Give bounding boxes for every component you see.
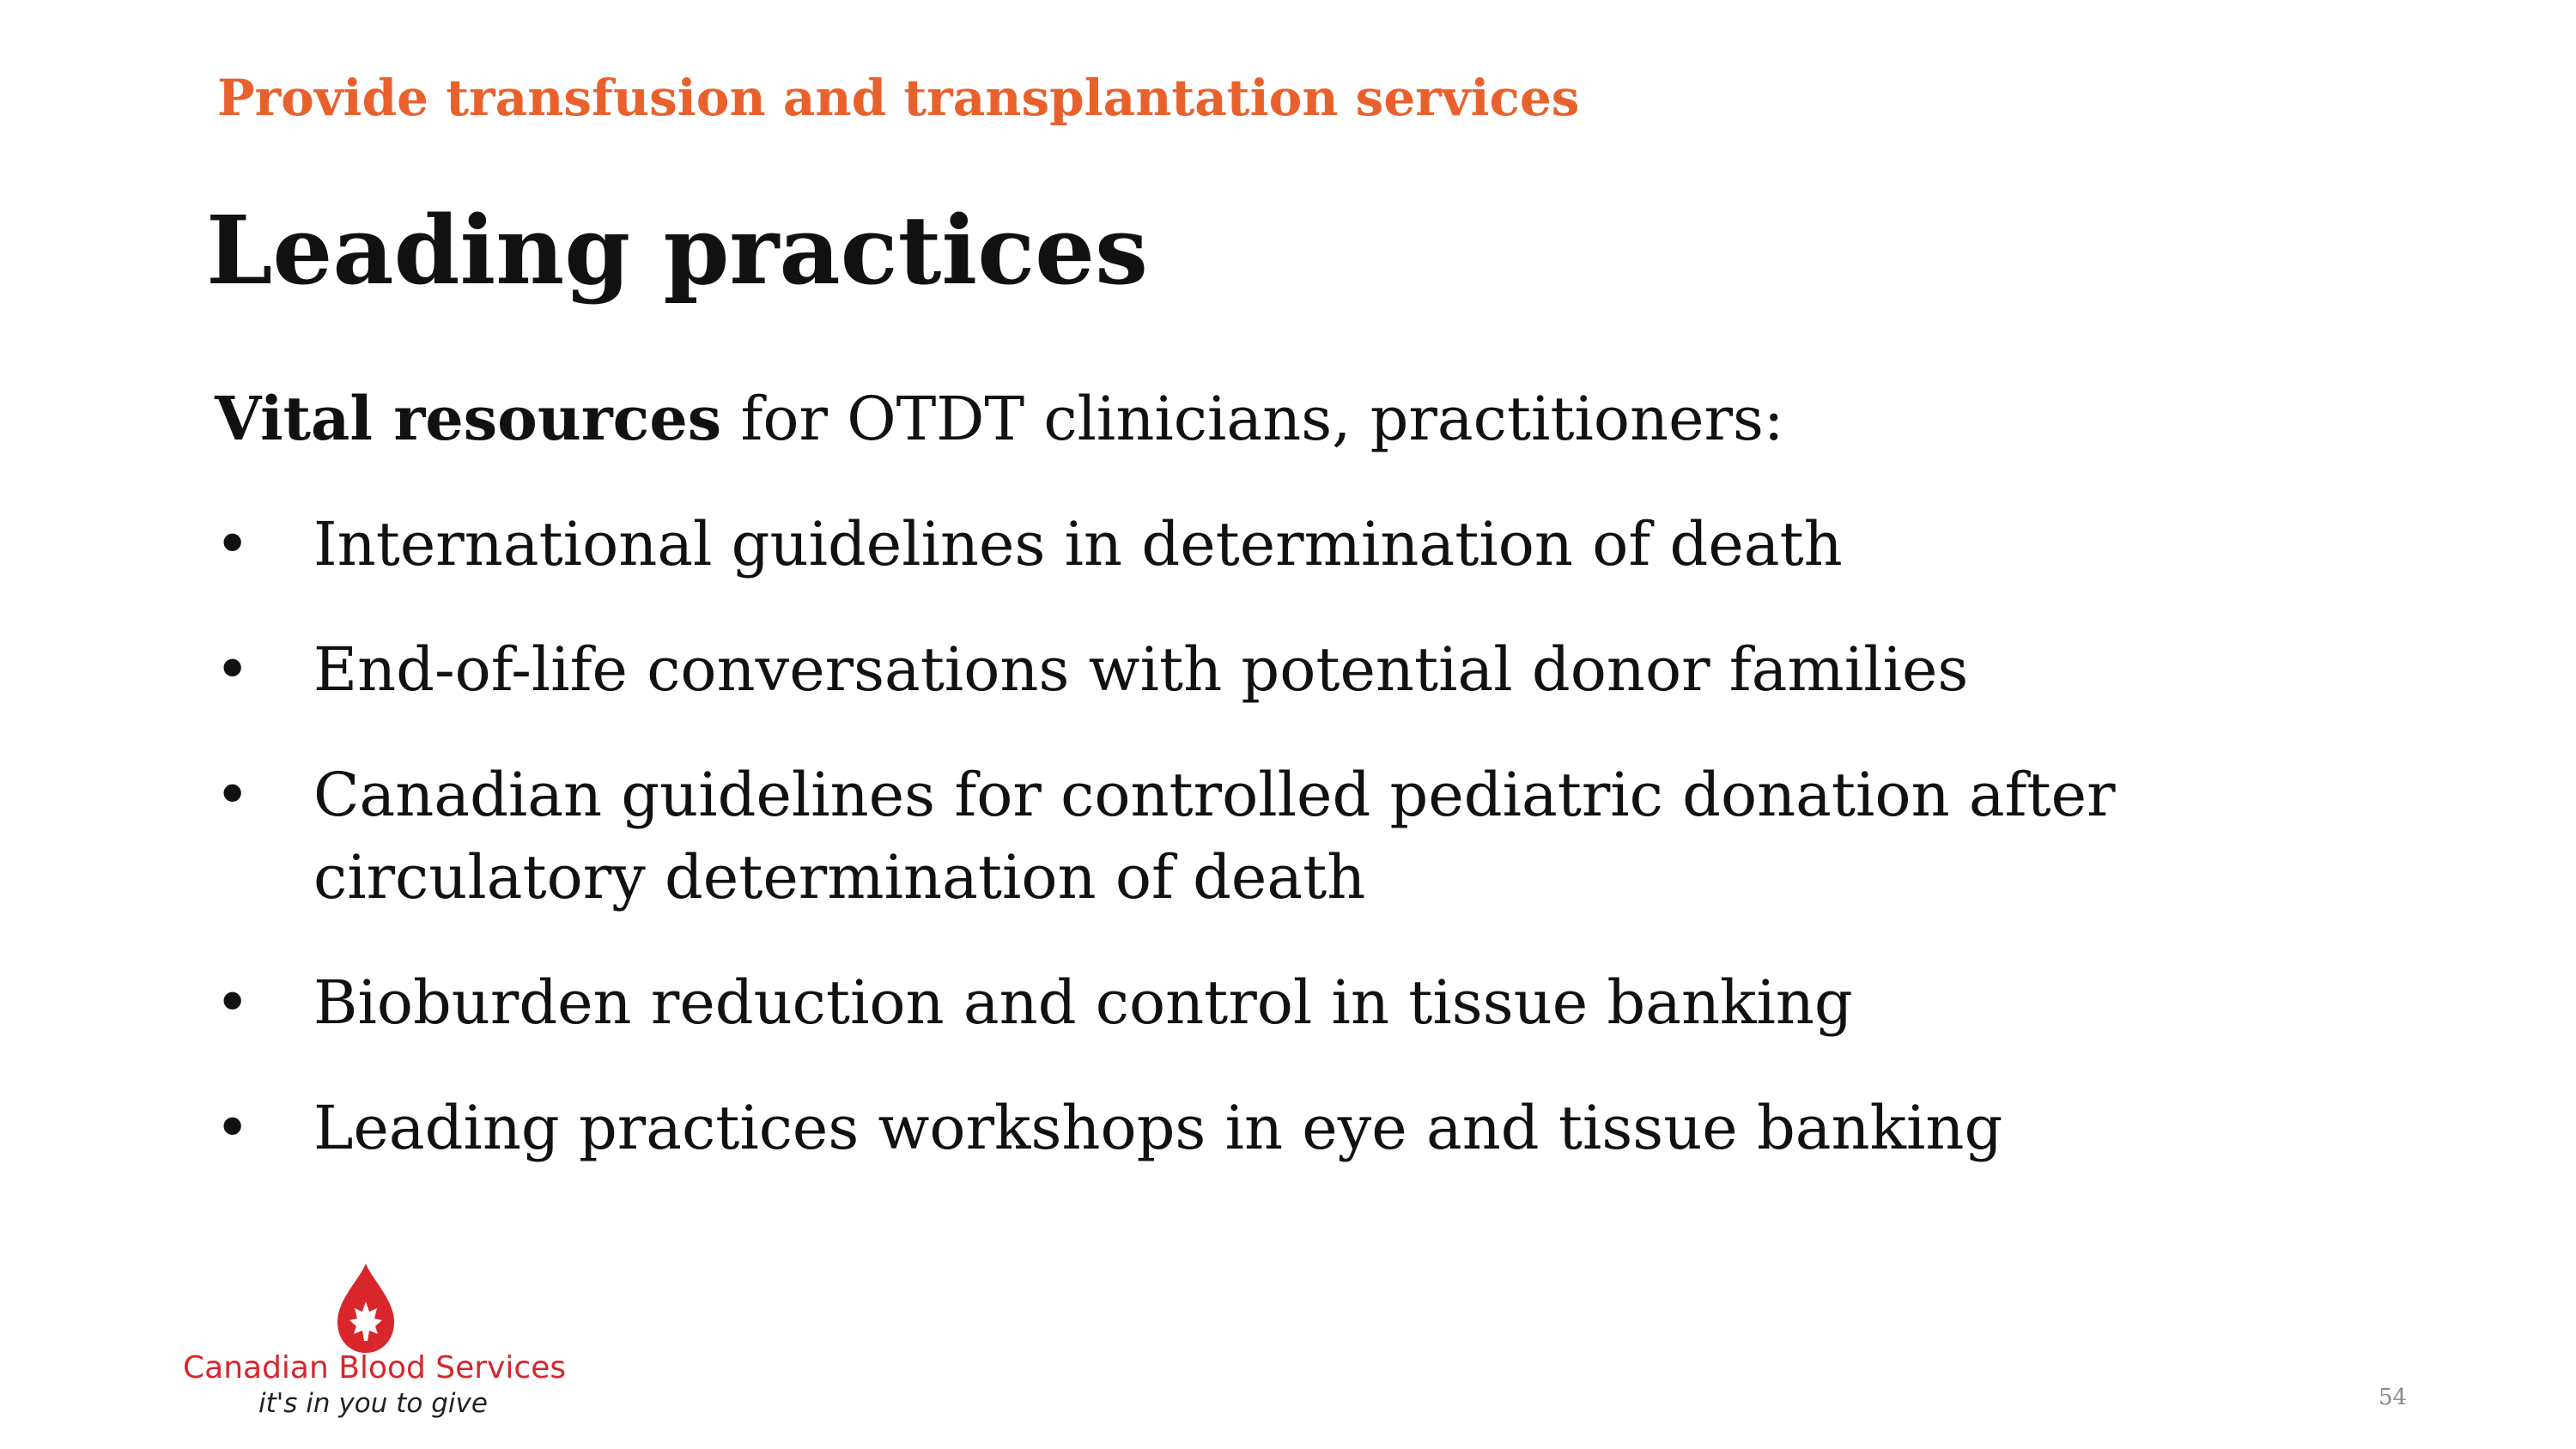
bullet-list	[215, 503, 2447, 1169]
bullet-icon: •	[215, 634, 251, 705]
list-item	[215, 628, 2447, 711]
list-item	[215, 503, 2447, 585]
bullet-icon: •	[215, 967, 251, 1038]
list-item-text: Bioburden reduction and control in tissue banking	[313, 967, 1853, 1038]
list-item-text: Canadian guidelines for controlled pediatric donation after circulatory determination of death	[313, 760, 2116, 912]
section-subtitle: Provide transfusion and transplantation services	[217, 69, 1580, 127]
bullet-icon: •	[215, 760, 251, 830]
blood-drop-maple-leaf-icon	[327, 1262, 404, 1356]
slide-content	[215, 378, 2447, 1212]
page-number: 54	[2379, 1385, 2408, 1410]
logo-tagline: it's in you to give	[258, 1388, 488, 1419]
list-item-text: International guidelines in determination of death	[313, 509, 1843, 579]
slide-title: Leading practices	[206, 195, 1149, 306]
canadian-blood-services-logo	[183, 1262, 567, 1425]
intro-bold-text: Vital resources	[215, 383, 722, 454]
intro-text: for OTDT clinicians, practitioners:	[721, 384, 1784, 454]
intro-line	[215, 378, 2447, 460]
bullet-icon: •	[215, 1093, 251, 1163]
bullet-icon: •	[215, 509, 251, 579]
list-item	[215, 961, 2447, 1044]
list-item-text: End-of-life conversations with potential donor families	[313, 634, 1969, 705]
list-item-text: Leading practices workshops in eye and tissue banking	[313, 1093, 2003, 1163]
list-item	[215, 1087, 2447, 1169]
list-item	[215, 754, 2447, 919]
logo-wordmark: Canadian Blood Services	[183, 1350, 567, 1385]
